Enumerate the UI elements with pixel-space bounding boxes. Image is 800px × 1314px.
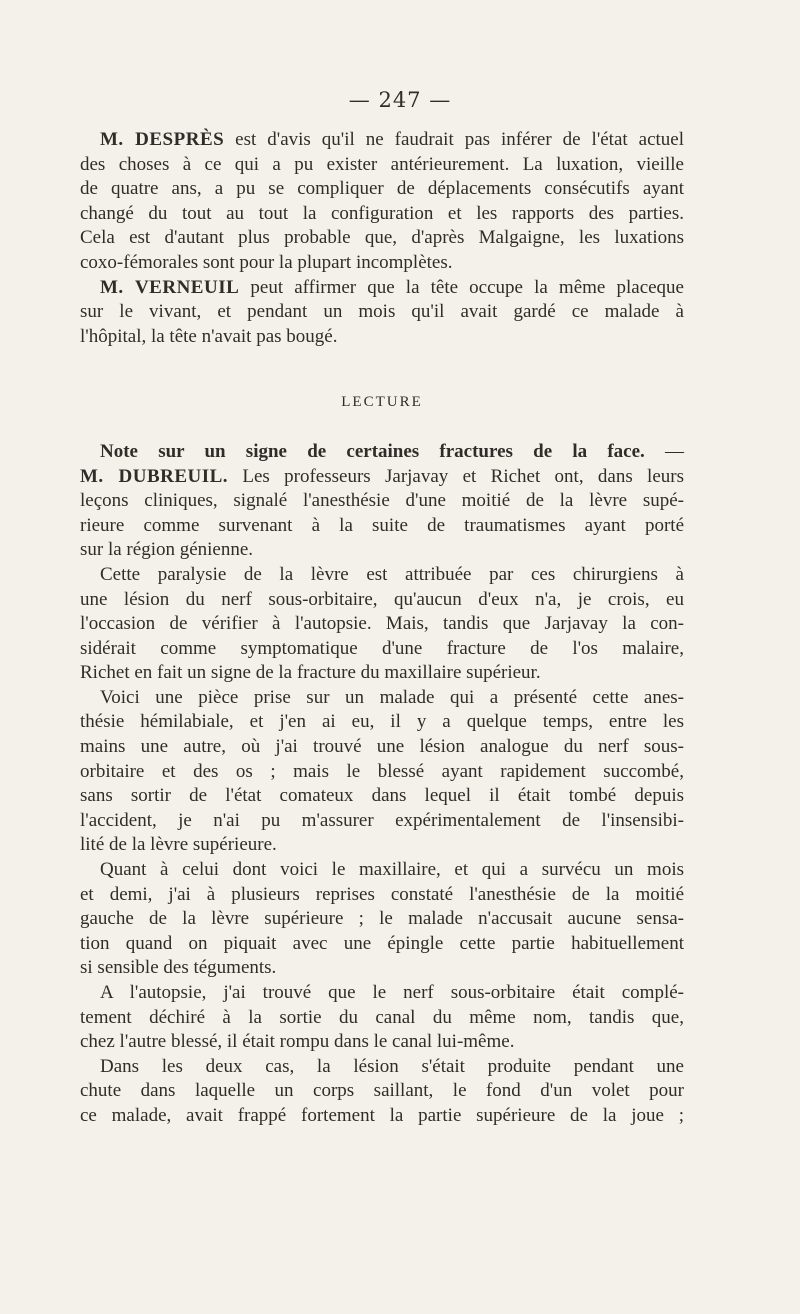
text-line [80, 760, 684, 785]
speaker-name: M. VERNEUIL [100, 276, 240, 298]
line-text: tion quand on piquait avec une épingle cette partie habituellement [80, 932, 684, 954]
text-line [80, 1030, 684, 1055]
text-line [80, 883, 684, 908]
line-text: l'occasion de vérifier à l'autopsie. Mais, tandis que Jarjavay la con- [80, 613, 684, 635]
body-text [80, 128, 684, 1129]
line-text: orbitaire et des os ; mais le blessé ayant rapidement succombé, [80, 760, 684, 782]
text-line [80, 514, 684, 539]
text-line [80, 1006, 684, 1031]
text-line [80, 932, 684, 957]
line-text: coxo-fémorales sont pour la plupart incomplètes. [80, 251, 453, 273]
line-text: A l'autopsie, j'ai trouvé que le nerf sous-orbitaire était complé- [100, 982, 684, 1003]
text-line [80, 563, 684, 588]
text-line [80, 202, 684, 227]
text-line [80, 128, 684, 153]
text-line [80, 440, 684, 465]
text-line [80, 784, 684, 809]
line-text: peut affirmer que la tête occupe la même placeque [239, 276, 684, 298]
text-line [80, 1055, 684, 1080]
line-text: lité de la lèvre supérieure. [80, 834, 277, 856]
text-line [80, 612, 684, 637]
text-line [80, 907, 684, 932]
text-line [80, 686, 684, 711]
line-text: Cette paralysie de la lèvre est attribuée par ces chirurgiens à [100, 563, 684, 585]
line-text: rieure comme survenant à la suite de traumatismes ayant porté [80, 514, 684, 536]
text-line [80, 858, 684, 883]
speaker-name: M. DESPRÈS [100, 129, 225, 150]
speaker-name: M. DUBREUIL. [80, 465, 229, 487]
text-line [80, 177, 684, 202]
text-line [80, 661, 684, 686]
line-text: leçons cliniques, signalé l'anesthésie d'une moitié de la lèvre supé- [80, 490, 684, 512]
text-line [80, 538, 684, 563]
text-line [80, 956, 684, 981]
line-text: et demi, j'ai à plusieurs reprises constaté l'anesthésie de la moitié [80, 883, 684, 905]
line-text: chute dans laquelle un corps saillant, le fond d'un volet pour [80, 1080, 684, 1102]
line-text: sur le vivant, et pendant un mois qu'il avait gardé ce malade à [80, 301, 684, 323]
text-line [80, 276, 684, 301]
line-text: est d'avis qu'il ne faudrait pas inférer de l'état actuel [224, 129, 685, 150]
text-line [80, 153, 684, 178]
line-text: de quatre ans, a pu se compliquer de déplacements consécutifs ayant [80, 178, 684, 200]
line-text: l'hôpital, la tête n'avait pas bougé. [80, 325, 338, 347]
line-text: Les professeurs Jarjavay et Richet ont, dans leurs [228, 465, 684, 487]
line-text: chez l'autre blessé, il était rompu dans le canal lui-même. [80, 1031, 515, 1053]
text-line [80, 1079, 684, 1104]
line-text: une lésion du nerf sous-orbitaire, qu'aucun d'eux n'a, je crois, eu [80, 588, 684, 610]
line-text: l'accident, je n'ai pu m'assurer expérimentalement de l'insensibi- [80, 809, 684, 831]
line-text: Richet en fait un signe de la fracture du maxillaire supérieur. [80, 662, 541, 684]
page-number-header: — 247 — [348, 88, 452, 112]
line-text: des choses à ce qui a pu exister antérieurement. La luxation, vieille [80, 153, 684, 175]
article-title: Note sur un signe de certaines fractures de la face. [100, 440, 645, 462]
line-text: mains une autre, où j'ai trouvé une lésion analogue du nerf sous- [80, 736, 684, 758]
line-text: si sensible des téguments. [80, 957, 277, 979]
text-line [80, 489, 684, 514]
text-line [80, 710, 684, 735]
section-heading: LECTURE [341, 394, 423, 411]
text-line [80, 735, 684, 760]
line-text: sans sortir de l'état comateux dans lequel il était tombé depuis [80, 785, 684, 807]
text-line [80, 809, 684, 834]
line-text: tement déchiré à la sortie du canal du même nom, tandis que, [80, 1006, 684, 1028]
line-text: gauche de la lèvre supérieure ; le malade n'accusait aucune sensa- [80, 908, 684, 930]
line-text: thésie hémilabiale, et j'en ai eu, il y a quelque temps, entre les [80, 711, 684, 733]
text-line [80, 465, 684, 490]
text-line [80, 226, 684, 251]
line-text: Dans les deux cas, la lésion s'était produite pendant une [100, 1055, 684, 1077]
text-line [80, 588, 684, 613]
text-line [80, 251, 684, 276]
text-line [80, 1104, 684, 1129]
line-text: — [644, 440, 684, 462]
text-line [80, 300, 684, 325]
line-text: Quant à celui dont voici le maxillaire, et qui a survécu un mois [100, 859, 684, 881]
line-text: sur la région génienne. [80, 539, 254, 561]
line-text: ce malade, avait frappé fortement la partie supérieure de la joue ; [80, 1104, 684, 1126]
text-line [80, 637, 684, 662]
line-text: sidérait comme symptomatique d'une fracture de l'os malaire, [80, 637, 684, 659]
line-text: changé du tout au tout la configuration et les rapports des parties. [80, 202, 684, 224]
line-text: Voici une pièce prise sur un malade qui a présenté cette anes- [100, 686, 684, 708]
text-line [80, 833, 684, 858]
text-line [80, 325, 684, 350]
line-text: Cela est d'autant plus probable que, d'après Malgaigne, les luxations [80, 227, 684, 249]
text-line [80, 981, 684, 1006]
